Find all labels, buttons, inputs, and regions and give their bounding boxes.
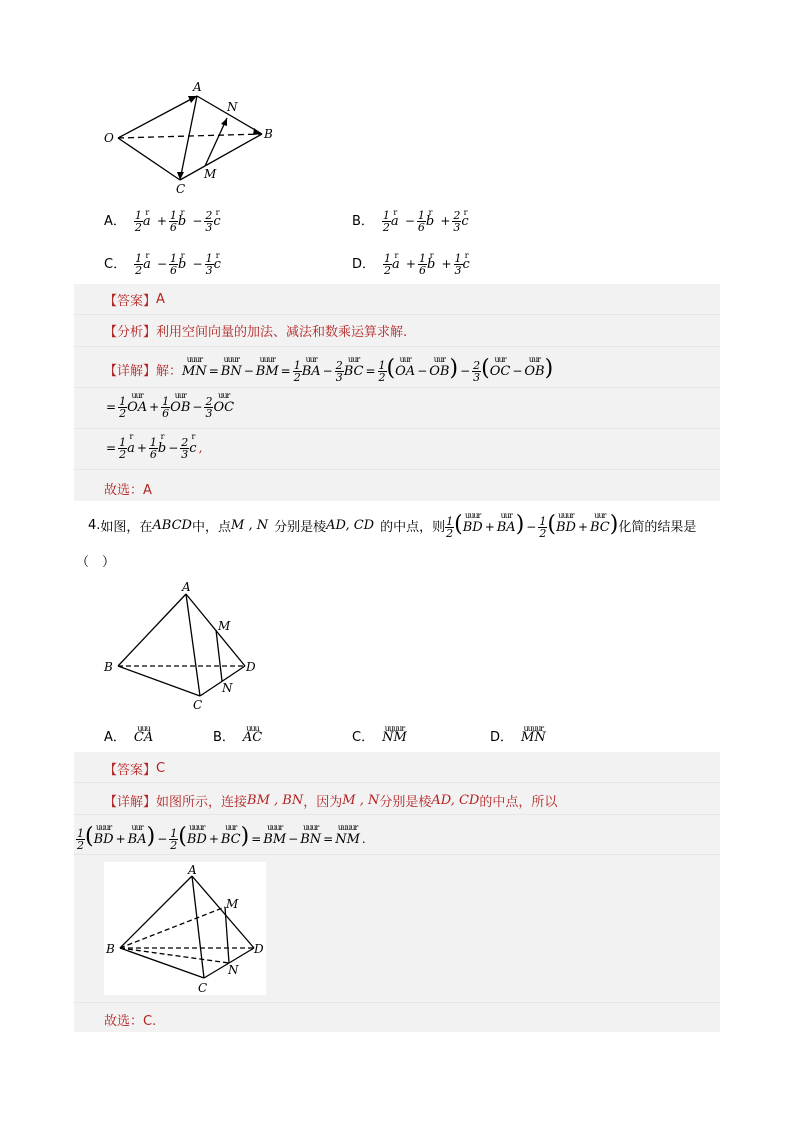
label-M: M [218, 619, 231, 633]
q4-expression: $\frac{1}{2}$ (uuur BD +uur BA) − $\frac{1}{2}$ (uuur BD +uur BC) [445, 512, 618, 539]
q3-conclusion: 故选：A [104, 483, 152, 498]
q3-detail-line-2: = $\frac{1}{2}$ uur OA + $\frac{1}{6}$ uur OB − $\frac{2}{3}$ uur OC [104, 396, 234, 419]
label-D: D [246, 660, 256, 674]
option-expression: $\frac{1}{2}$ r a + $\frac{1}{6}$ r b + $\frac{1}{3}$ r c [383, 253, 470, 276]
q3-option-a[interactable]: A． $\frac{1}{2}$ r a + $\frac{1}{6}$ r b − $\frac{2}{3}$ r c [104, 210, 221, 233]
q4-detail-line: 【详解】 如图所示，连接 BM , BN ，因为 M , N 分别是棱 AD, CD 的中点，所以 [104, 793, 558, 810]
q3-analysis-line: 【分析】 利用空间向量的加法、减法和数乘运算求解. [104, 325, 408, 340]
option-expression: $\frac{1}{2}$ r a − $\frac{1}{6}$ r b + $\frac{2}{3}$ r c [382, 210, 469, 233]
q4-detail-equation: $\frac{1}{2}$ (uuur BD +uur BA) − $\frac{1}{2}$ (uuur BD +uur BC) =uuur BM −uuur BN =uuuur NM . [76, 824, 368, 851]
label-C: C [176, 182, 186, 196]
q4-option-c[interactable]: C． uuuur NM [352, 728, 407, 748]
q4-figure [100, 582, 270, 712]
label-C: C [193, 698, 203, 712]
q4-option-b[interactable]: B． uuu AC [213, 728, 262, 748]
detail-equation-1: uuur MN =uuur BN −uuur BM = $\frac{1}{2}$ uur BA − $\frac{2}{3}$ uur BC = $\frac{1}{2}$ (uur OA −uur OB) − $\frac{2}{3}$ (uur OC −uur OB) [182, 356, 553, 383]
label-M: M [226, 897, 239, 911]
option-expression: $\frac{1}{2}$ r a − $\frac{1}{6}$ r b − $\frac{1}{3}$ r c [134, 253, 221, 276]
label-A: A [193, 80, 202, 94]
q3-option-b[interactable]: B． $\frac{1}{2}$ r a − $\frac{1}{6}$ r b + $\frac{2}{3}$ r c [352, 210, 469, 233]
q4-question: 4. 如图，在 ABCD 中，点 M , N 分别是棱 AD, CD 的中点，则 $\frac{1}{2}$ (uuur BD +uur BA) − $\frac{1}{2}$ (uuur BD +uur BC) 化简的结果是 [88, 512, 696, 539]
q3-figure [100, 78, 280, 196]
q4-answer-line: 【答案】 C [104, 761, 166, 778]
label-A: A [182, 582, 191, 594]
q4-option-d[interactable]: D． uuuur MN [490, 728, 546, 748]
label-B: B [104, 660, 113, 674]
q3-answer-line: 【答案】 A [104, 292, 165, 309]
label-N: N [228, 963, 239, 977]
label-A: A [188, 863, 197, 877]
q3-option-d[interactable]: D． $\frac{1}{2}$ r a + $\frac{1}{6}$ r b + $\frac{1}{3}$ r c [352, 253, 470, 276]
q3-detail-line-3: = $\frac{1}{2}$ r a + $\frac{1}{6}$ r b − $\frac{2}{3}$ r c , [104, 437, 204, 460]
option-expression: $\frac{1}{2}$ r a + $\frac{1}{6}$ r b − $\frac{2}{3}$ r c [134, 210, 221, 233]
q4-option-a[interactable]: A． uuu CA [104, 728, 153, 748]
q3-detail-line: 【详解】 解： uuur MN =uuur BN −uuur BM = $\frac{1}{2}$ uur BA − $\frac{2}{3}$ uur BC = $\frac{1}{2}$ (uur OA −uur OB) − $\frac{2}{3}$ (uur OC −uur OB) [104, 356, 553, 383]
label-D: D [254, 942, 264, 956]
label-N: N [227, 100, 238, 114]
label-B: B [106, 942, 115, 956]
q4-detail-figure [104, 862, 266, 995]
q3-option-c[interactable]: C． $\frac{1}{2}$ r a − $\frac{1}{6}$ r b − $\frac{1}{3}$ r c [104, 253, 221, 276]
label-C: C [198, 981, 208, 995]
q4-paren: （ ） [76, 555, 116, 570]
label-N: N [222, 681, 233, 695]
label-O: O [104, 131, 114, 145]
q4-conclusion: 故选：C. [104, 1014, 157, 1029]
label-B: B [264, 127, 273, 141]
label-M: M [204, 167, 217, 181]
